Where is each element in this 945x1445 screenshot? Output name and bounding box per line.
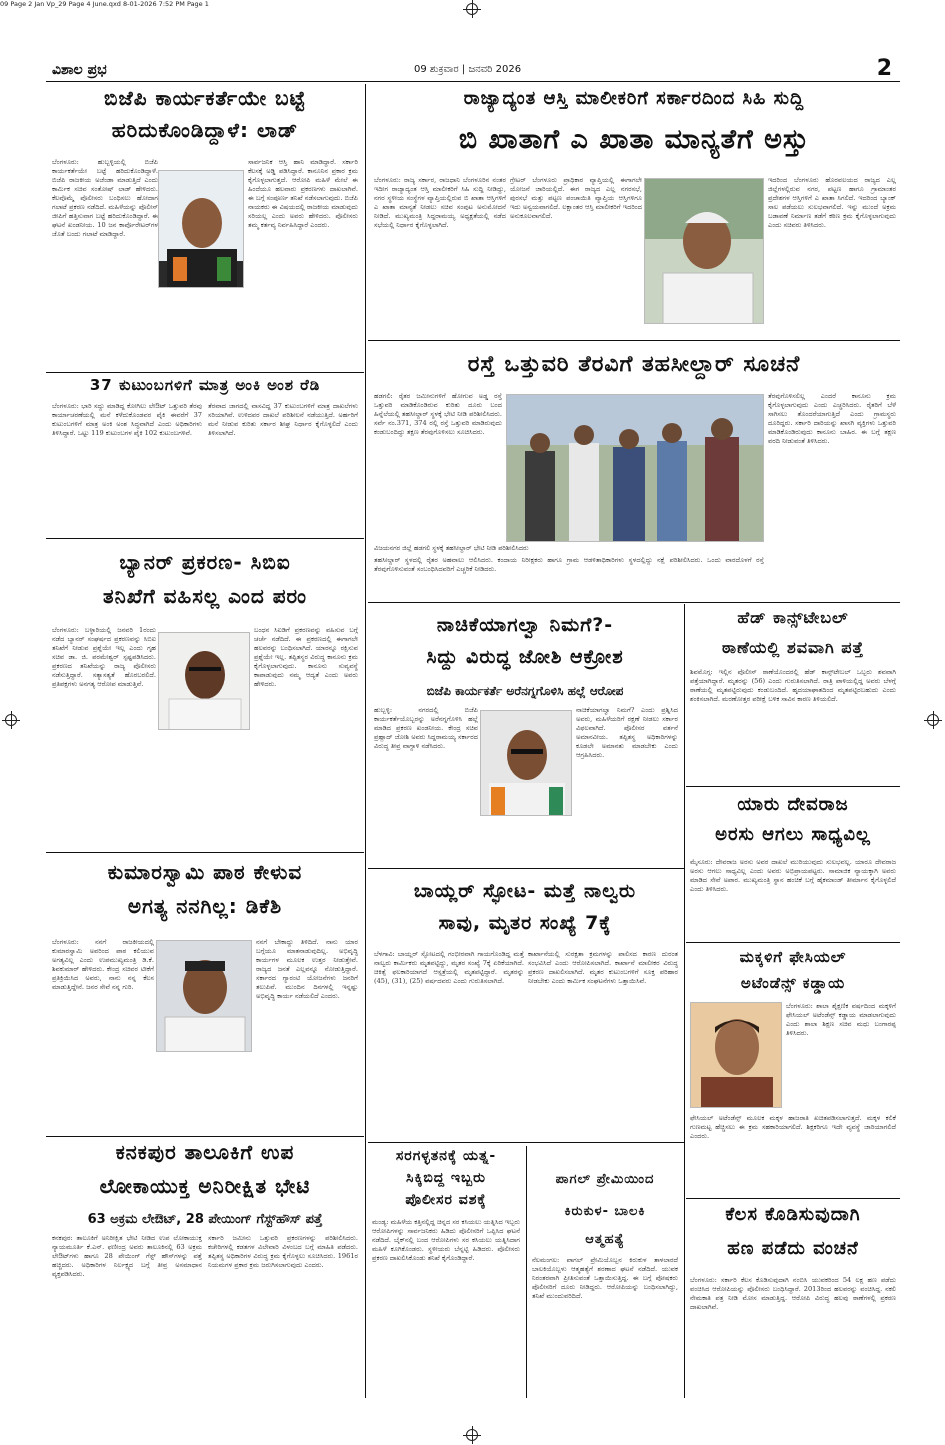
article-body: ಸರ್ಕಾರಿ ಜಮೀನು ಒತ್ತುವರಿ ಪ್ರಕರಣಗಳನ್ನು ಪರಿಶೀಲಿಸಿದರು. ಕಚೇರಿಗಳಲ್ಲಿ ಕಡತಗಳ ವಿಲೇವಾರಿ ವಿಳಂಬದ ಬಗ್ಗೆ ಮಾಹಿತಿ ಪಡೆದರು. ತಪ್ಪಿತಸ್ಥ ಅಧಿಕಾರಿಗಳ ವಿರುದ್ಧ ಕ್ರಮ ಕೈಗೊಳ್ಳಲು ಸೂಚಿಸಿದರು. 1961ರ ನಿಯಮಗಳ ಪ್ರಕಾರ ಕ್ರಮ ಜರುಗಿಸಲಾಗುವುದು ಎಂದರು. — [208, 1234, 358, 1269]
registration-mark-top — [466, 3, 478, 15]
article-body: ಮೈಸೂರು: ದೇವರಾಜ ಅರಸು ಅವರ ದಾಖಲೆ ಮುರಿಯುವುದು ಸುಲಭವಲ್ಲ. ಯಾರೂ ದೇವರಾಜ ಅರಸು ಆಗಲು ಸಾಧ್ಯವಿಲ್ಲ ಎಂದು ಅವರು ಅಭಿಪ್ರಾಯಪಟ್ಟರು. ಸಾಮಾಜಿಕ ನ್ಯಾಯಕ್ಕಾಗಿ ಅವರು ಮಾಡಿದ ಸೇವೆ ಅಪಾರ. ಮುಖ್ಯಮಂತ್ರಿ ಸ್ಥಾನ ಹಂಚಿಕೆ ಬಗ್ಗೆ ಹೈಕಮಾಂಡ್ ತೀರ್ಮಾನ ಕೈಗೊಳ್ಳಲಿದೆ ಎಂದು ತಿಳಿಸಿದರು. — [690, 858, 896, 893]
headline: ನಾಚಿಕೆಯಾಗಲ್ವಾ ನಿಮಗೆ?- — [436, 614, 614, 636]
page-number: 2 — [876, 56, 892, 81]
news-photo — [690, 1002, 782, 1108]
registration-mark-right — [927, 714, 939, 726]
article-banner — [46, 540, 364, 852]
article-property — [368, 86, 900, 340]
article-kanakapura — [46, 1138, 364, 1398]
headline: ಹರಿದುಕೊಂಡಿದ್ದಾಳೆ: ಲಾಡ್ — [111, 118, 299, 142]
article-body: ಹುಬ್ಬಳ್ಳಿ: ನಗರದಲ್ಲಿ ಬಿಜೆಪಿ ಕಾರ್ಯಕರ್ತೆಯೊಬ್ಬರನ್ನು ಅರೆನಗ್ನಗೊಳಿಸಿ ಹಲ್ಲೆ ಮಾಡಿದ ಪ್ರಕರಣ ಖಂಡನೀಯ. ಕೇಂದ್ರ ಸಚಿವ ಪ್ರಹ್ಲಾದ್ ಜೋಶಿ ಅವರು ಸಿದ್ದರಾಮಯ್ಯ ಸರ್ಕಾರದ ವಿರುದ್ಧ ತೀವ್ರ ವಾಗ್ದಾಳಿ ನಡೆಸಿದರು. — [374, 706, 478, 750]
headline: ಕಿರುಕುಳ- ಬಾಲಕಿ — [564, 1204, 646, 1219]
article-divider — [46, 1136, 364, 1137]
headline: ಬಿ ಖಾತಾಗೆ ಎ ಖಾತಾ ಮಾನ್ಯತೆಗೆ ಅಸ್ತು — [458, 124, 810, 155]
article-divider — [46, 538, 364, 539]
article-body: ಹಡಗಲಿ: ರೈತರ ಜಮೀನುಗಳಿಗೆ ಹೋಗುವ ಅಡ್ಡ ರಸ್ತೆ ಒತ್ತುವರಿ ಮಾಡಿಕೊಂಡಿರುವ ಕುರಿತು ದೂರು ಬಂದ ಹಿನ್ನೆಲೆಯಲ್ಲಿ ತಹಸೀಲ್ದಾರ್ ಸ್ಥಳಕ್ಕೆ ಭೇಟಿ ನೀಡಿ ಪರಿಶೀಲಿಸಿದರು. ಸರ್ವೆ ನಂ.371, 374 ರಲ್ಲಿ ರಸ್ತೆ ಒತ್ತುವರಿ ಮಾಡಿರುವುದು ಕಂಡುಬಂದಿದ್ದು ತಕ್ಷಣ ತೆರವುಗೊಳಿಸಲು ಸೂಚಿಸಿದರು. — [374, 392, 502, 436]
article-body: ಸಾರ್ವಜನಿಕ ಆಸ್ತಿ ಹಾನಿ ಮಾಡಿದ್ದಾರೆ. ಸರ್ಕಾರಿ ಕೆಲಸಕ್ಕೆ ಅಡ್ಡಿ ಪಡಿಸಿದ್ದಾರೆ. ಕಾನೂನಿನ ಪ್ರಕಾರ ಕ್ರಮ ಕೈಗೊಳ್ಳಲಾಗುತ್ತದೆ. ಆರೋಪಿ ಮಹಿಳೆ ಮೇಲೆ ಈ ಹಿಂದೆಯೂ ಹಲವಾರು ಪ್ರಕರಣಗಳು ದಾಖಲಾಗಿವೆ. ಈ ಬಗ್ಗೆ ಸಂಪೂರ್ಣ ತನಿಖೆ ನಡೆಸಲಾಗುವುದು. ಬಿಜೆಪಿ ನಾಯಕರು ಈ ವಿಷಯದಲ್ಲಿ ರಾಜಕೀಯ ಮಾಡುವುದು ಸರಿಯಲ್ಲ ಎಂದು ಅವರು ಹೇಳಿದರು. ಪೊಲೀಸರು ತಮ್ಮ ಕರ್ತವ್ಯ ನಿರ್ವಹಿಸಿದ್ದಾರೆ ಎಂದರು. — [248, 158, 358, 229]
article-fraud — [686, 1200, 900, 1398]
news-photo — [158, 170, 244, 288]
column-divider — [365, 84, 366, 1398]
article-body: ಕಾರ್ಖಾನೆಯಲ್ಲಿ ಸುರಕ್ಷತಾ ಕ್ರಮಗಳನ್ನು ಪಾಲಿಸದ ಕಾರಣ ದುರಂತ ಸಂಭವಿಸಿದೆ ಎಂದು ಆರೋಪಿಸಲಾಗಿದೆ. ಕಾರ್ಖಾನೆ ಮಾಲೀಕರ ವಿರುದ್ಧ ಪ್ರಕರಣ ದಾಖಲಿಸಲಾಗಿದೆ. ಮೃತರ ಕುಟುಂಬಗಳಿಗೆ ಸೂಕ್ತ ಪರಿಹಾರ ನೀಡಬೇಕು ಎಂದು ಕಾರ್ಮಿಕ ಸಂಘಟನೆಗಳು ಒತ್ತಾಯಿಸಿವೆ. — [528, 950, 678, 985]
article-divider — [46, 852, 364, 853]
article-body: ಮಂಡ್ಯ: ಮಹಿಳೆಯ ಕತ್ತಿನಲ್ಲಿದ್ದ ಚಿನ್ನದ ಸರ ಕಸಿಯಲು ಯತ್ನಿಸಿದ ಇಬ್ಬರು ಆರೋಪಿಗಳನ್ನು ಸಾರ್ವಜನಿಕರು ಹಿಡಿದು ಪೊಲೀಸರಿಗೆ ಒಪ್ಪಿಸಿದ ಘಟನೆ ನಡೆದಿದೆ. ಬೈಕ್‌ನಲ್ಲಿ ಬಂದ ಆರೋಪಿಗಳು ಸರ ಕಸಿಯಲು ಯತ್ನಿಸಿದಾಗ ಮಹಿಳೆ ಕೂಗಿಕೊಂಡರು. ಸ್ಥಳೀಯರು ಬೆನ್ನಟ್ಟಿ ಹಿಡಿದರು. ಪೊಲೀಸರು ಪ್ರಕರಣ ದಾಖಲಿಸಿಕೊಂಡು ತನಿಖೆ ಕೈಗೊಂಡಿದ್ದಾರೆ. — [372, 1218, 520, 1262]
headline: ರಸ್ತೆ ಒತ್ತುವರಿ ತೆರವಿಗೆ ತಹಸೀಲ್ದಾರ್ ಸೂಚನೆ — [467, 352, 801, 377]
news-photo — [480, 710, 572, 816]
headline: 37 ಕುಟುಂಬಗಳಿಗೆ ಮಾತ್ರ ಅಂಕಿ ಅಂಶ ರೆಡಿ — [89, 376, 321, 394]
article-body: ಫೇಸಿಯಲ್ ಅಟೆಂಡೆನ್ಸ್ ಮೂಲಕ ಮಕ್ಕಳ ಹಾಜರಾತಿ ಖಚಿತಪಡಿಸಲಾಗುತ್ತದೆ. ಮಕ್ಕಳ ಕಲಿಕೆ ಗುಣಮಟ್ಟ ಹೆಚ್ಚಿಸಲು ಈ ಕ್ರಮ ಸಹಕಾರಿಯಾಗಲಿದೆ. ಶಿಕ್ಷಕರಿಗೂ ಇದೇ ವ್ಯವಸ್ಥೆ ಜಾರಿಯಾಗಲಿದೆ ಎಂದರು. — [690, 1114, 896, 1140]
article-attendance — [686, 944, 900, 1198]
article-divider — [686, 1198, 900, 1199]
article-devaraj — [686, 788, 900, 942]
headline: ಲೋಕಾಯುಕ್ತ ಅನಿರೀಕ್ಷಿತ ಭೇಟಿ — [99, 1174, 311, 1198]
article-body: ನನಗೆ ಬೇಕಾದ್ದು ತಿಳಿದಿದೆ. ನಾನು ಯಾರ ಬಗ್ಗೆಯೂ ಮಾತನಾಡುವುದಿಲ್ಲ. ಅಭಿವೃದ್ಧಿ ಕಾರ್ಯಗಳ ಮೂಲಕ ಉತ್ತರ ನೀಡುತ್ತೇವೆ. ರಾಜ್ಯದ ಜನತೆ ಎಲ್ಲವನ್ನೂ ನೋಡುತ್ತಿದ್ದಾರೆ. ಸರ್ಕಾರದ ಗ್ಯಾರಂಟಿ ಯೋಜನೆಗಳು ಜನರಿಗೆ ತಲುಪಿವೆ. ಮುಂದಿನ ದಿನಗಳಲ್ಲಿ ಇನ್ನಷ್ಟು ಅಭಿವೃದ್ಧಿ ಕಾರ್ಯ ನಡೆಯಲಿದೆ ಎಂದರು. — [256, 938, 358, 1000]
column-divider — [526, 1146, 527, 1398]
headline: ಯಾರು ದೇವರಾಜ — [737, 794, 849, 815]
photo-caption: ವಿಜಯನಗರ ಜಿಲ್ಲೆ ಹಡಗಲಿ ಸ್ಥಳಕ್ಕೆ ತಹಸೀಲ್ದಾರ್ ಭೇಟಿ ನೀಡಿ ಪರಿಶೀಲಿಸಿದರು — [374, 544, 529, 552]
headline: ಮಕ್ಕಳಿಗೆ ಫೇಸಿಯಲ್ — [739, 948, 847, 966]
article-body: ಶಿವಮೊಗ್ಗ: ಇಲ್ಲಿನ ಪೊಲೀಸ್ ಠಾಣೆಯೊಂದರಲ್ಲಿ ಹೆಡ್ ಕಾನ್ಸ್‌ಟೇಬಲ್ ಒಬ್ಬರು ಶವವಾಗಿ ಪತ್ತೆಯಾಗಿದ್ದಾರೆ. ಮೃತರನ್ನು (56) ಎಂದು ಗುರುತಿಸಲಾಗಿದೆ. ರಾತ್ರಿ ಪಾಳಿಯಲ್ಲಿದ್ದ ಅವರು ಬೆಳಗ್ಗೆ ಠಾಣೆಯಲ್ಲಿ ಮೃತಪಟ್ಟಿರುವುದು ಕಂಡುಬಂದಿದೆ. ಹೃದಯಾಘಾತದಿಂದ ಮೃತಪಟ್ಟಿರಬಹುದು ಎಂದು ಶಂಕಿಸಲಾಗಿದೆ. ಮರಣೋತ್ತರ ಪರೀಕ್ಷೆ ಬಳಿಕ ಸಾವಿನ ಕಾರಣ ತಿಳಿಯಲಿದೆ. — [690, 668, 896, 703]
headline: ಅಟೆಂಡೆನ್ಸ್ ಕಡ್ಡಾಯ — [740, 974, 846, 992]
article-body: ಗ್ರೇಟರ್ ಬೆಂಗಳೂರು ಪ್ರಾಧಿಕಾರ ವ್ಯಾಪ್ತಿಯಲ್ಲಿ ಈಗಾಗಲೇ ಯೋಜನೆ ಜಾರಿಯಲ್ಲಿದೆ. ಈಗ ರಾಜ್ಯದ ಎಲ್ಲ ನಗರಸಭೆ, ಪುರಸಭೆ ಮತ್ತು ಪಟ್ಟಣ ಪಂಚಾಯಿತಿ ವ್ಯಾಪ್ತಿಯ ಆಸ್ತಿಗಳಿಗೂ ಇದು ಅನ್ವಯವಾಗಲಿದೆ. ಲಕ್ಷಾಂತರ ಆಸ್ತಿ ಮಾಲೀಕರಿಗೆ ಇದರಿಂದ ಅನುಕೂಲವಾಗಲಿದೆ. — [510, 176, 642, 220]
headline: ಸಿದ್ದು ವಿರುದ್ಧ ಜೋಶಿ ಆಕ್ರೋಶ — [426, 646, 624, 668]
news-photo — [644, 178, 764, 324]
article-body: ನಾಚಿಕೆಯಾಗಲ್ವಾ ನಿಮಗೆ? ಎಂದು ಪ್ರಶ್ನಿಸಿದ ಅವರು, ಮಹಿಳೆಯರಿಗೆ ರಕ್ಷಣೆ ನೀಡಲು ಸರ್ಕಾರ ವಿಫಲವಾಗಿದೆ. ಪೊಲೀಸರ ವರ್ತನೆ ಅಮಾನವೀಯ. ತಪ್ಪಿತಸ್ಥ ಅಧಿಕಾರಿಗಳನ್ನು ಕೂಡಲೇ ಅಮಾನತು ಮಾಡಬೇಕು ಎಂದು ಆಗ್ರಹಿಸಿದರು. — [576, 706, 678, 759]
article-body: ಬೆಳಗಾವಿ: ಬಾಯ್ಲರ್ ಸ್ಫೋಟದಲ್ಲಿ ಗಂಭೀರವಾಗಿ ಗಾಯಗೊಂಡಿದ್ದ ಮತ್ತೆ ನಾಲ್ವರು ಕಾರ್ಮಿಕರು ಮೃತಪಟ್ಟಿದ್ದು, ಮೃತರ ಸಂಖ್ಯೆ 7ಕ್ಕೆ ಏರಿಕೆಯಾಗಿದೆ. ಚಿಕಿತ್ಸೆ ಫಲಕಾರಿಯಾಗದೆ ಆಸ್ಪತ್ರೆಯಲ್ಲಿ ಮೃತಪಟ್ಟಿದ್ದಾರೆ. ಮೃತರನ್ನು (45), (31), (25) ವರ್ಷದವರು ಎಂದು ಗುರುತಿಸಲಾಗಿದೆ. — [374, 950, 524, 985]
registration-mark-bottom — [466, 1429, 478, 1441]
news-photo — [158, 632, 250, 730]
article-kumaraswamy — [46, 854, 364, 1136]
article-body: ತೆರವಾದ ಜಾಗದಲ್ಲಿ ವಾಸವಿದ್ದ 37 ಕುಟುಂಬಗಳಿಗೆ ಮಾತ್ರ ದಾಖಲೆಗಳು ಸರಿಯಾಗಿವೆ. ಉಳಿದವರ ದಾಖಲೆ ಪರಿಶೀಲನೆ ನಡೆಯುತ್ತಿದೆ. ಅರ್ಹರಿಗೆ ಮನೆ ನೀಡುವ ಕುರಿತು ಸರ್ಕಾರ ಶೀಘ್ರ ನಿರ್ಧಾರ ಕೈಗೊಳ್ಳಲಿದೆ ಎಂದು ತಿಳಿಸಲಾಗಿದೆ. — [208, 402, 358, 437]
article-families — [46, 374, 364, 538]
headline: ಸರಗಳ್ಳತನಕ್ಕೆ ಯತ್ನ- — [395, 1148, 497, 1164]
subheadline: ಬಿಜೆಪಿ ಕಾರ್ಯಕರ್ತೆ ಅರೆನಗ್ನಗೊಳಿಸಿ ಹಲ್ಲೆ ಆರೋಪ — [426, 684, 624, 698]
headline: ಅರಸು ಆಗಲು ಸಾಧ್ಯವಿಲ್ಲ — [715, 824, 871, 845]
headline: ಸಾವು, ಮೃತರ ಸಂಖ್ಯೆ 7ಕ್ಕೆ — [438, 912, 612, 934]
headline: ಬ್ಯಾನರ್ ಪ್ರಕರಣ- ಸಿಬಿಐ — [119, 550, 291, 574]
headline: ಠಾಣೆಯಲ್ಲಿ ಶವವಾಗಿ ಪತ್ತೆ — [721, 638, 865, 657]
article-body: ಬಂಧನ ಸಿಐಡಿಗೆ ಪ್ರಕರಣವನ್ನು ವಹಿಸುವ ಬಗ್ಗೆ ಚರ್ಚೆ ನಡೆದಿದೆ. ಈ ಪ್ರಕರಣದಲ್ಲಿ ಈಗಾಗಲೇ ಹಲವರನ್ನು ಬಂಧಿಸಲಾಗಿದೆ. ಯಾರನ್ನೂ ರಕ್ಷಿಸುವ ಪ್ರಶ್ನೆಯೇ ಇಲ್ಲ. ತಪ್ಪಿತಸ್ಥರ ವಿರುದ್ಧ ಕಾನೂನು ಕ್ರಮ ಕೈಗೊಳ್ಳಲಾಗುವುದು. ಕಾನೂನು ಸುವ್ಯವಸ್ಥೆ ಕಾಪಾಡುವುದು ನಮ್ಮ ಆದ್ಯತೆ ಎಂದು ಅವರು ಹೇಳಿದರು. — [254, 626, 358, 688]
article-body: ಬೆಂಗಳೂರು: ಶಾಲಾ ಶೈಕ್ಷಣಿಕ ವರ್ಷದಿಂದ ಮಕ್ಕಳಿಗೆ ಫೇಸಿಯಲ್ ಅಟೆಂಡೆನ್ಸ್ ಕಡ್ಡಾಯ ಮಾಡಲಾಗುವುದು ಎಂದು ಶಾಲಾ ಶಿಕ್ಷಣ ಸಚಿವ ಮಧು ಬಂಗಾರಪ್ಪ ತಿಳಿಸಿದರು. — [786, 1002, 896, 1037]
headline: ಪಾಗಲ್ ಪ್ರೇಮಿಯಿಂದ — [555, 1172, 655, 1187]
page-header — [46, 50, 900, 82]
print-info-line: 09 Page 2 Jan Vp_29 Page 4 June.qxd 8-01-2026 7:52 PM Page 1 — [0, 0, 209, 8]
headline: ಕೆಲಸ ಕೊಡಿಸುವುದಾಗಿ — [725, 1204, 861, 1225]
article-boiler — [368, 870, 682, 1142]
headline: ಅಗತ್ಯ ನನಗಿಲ್ಲ: ಡಿಕೆಶಿ — [127, 894, 283, 918]
article-body: ಬೆಂಗಳೂರು: ಭಾರಿ ಸದ್ದು ಮಾಡಿದ್ದ ಕೋಗಿಲು ಲೇಔಟ್ ಒತ್ತುವರಿ ತೆರವು ಕಾರ್ಯಾಚರಣೆಯಲ್ಲಿ ಮನೆ ಕಳೆದುಕೊಂಡವರ ಪೈಕಿ ಈವರೆಗೆ 37 ಕುಟುಂಬಗಳಿಗೆ ಮಾತ್ರ ಅಂಕಿ ಅಂಶ ಸಿದ್ಧವಾಗಿದೆ ಎಂದು ಅಧಿಕಾರಿಗಳು ತಿಳಿಸಿದ್ದಾರೆ. ಒಟ್ಟು 119 ಕುಟುಂಬಗಳ ಪೈಕಿ 102 ಕುಟುಂಬಗಳಿವೆ. — [52, 402, 202, 437]
article-police — [368, 1144, 524, 1398]
article-divider — [686, 942, 900, 943]
article-divider — [368, 868, 684, 869]
article-body: ತೆರವುಗೊಳಿಸಲಿಲ್ಲ ಎಂದರೆ ಕಾನೂನು ಕ್ರಮ ಕೈಗೊಳ್ಳಲಾಗುವುದು ಎಂದು ಎಚ್ಚರಿಸಿದರು. ರೈತರಿಗೆ ಬೆಳೆ ಸಾಗಿಸಲು ತೊಂದರೆಯಾಗುತ್ತಿದೆ ಎಂದು ಗ್ರಾಮಸ್ಥರು ದೂರಿದ್ದರು. ಸರ್ಕಾರಿ ದಾರಿಯನ್ನು ಖಾಸಗಿ ವ್ಯಕ್ತಿಗಳು ಒತ್ತುವರಿ ಮಾಡಿಕೊಂಡಿರುವುದು ಕಾನೂನು ಬಾಹಿರ. ಈ ಬಗ್ಗೆ ತಕ್ಷಣ ವರದಿ ನೀಡುವಂತೆ ತಿಳಿಸಿದರು. — [768, 392, 896, 445]
headline: ಕುಮಾರಸ್ವಾಮಿ ಪಾಠ ಕೇಳುವ — [107, 860, 303, 884]
news-photo — [506, 394, 764, 542]
article-body: ಕನಕಪುರ: ತಾಲೂಕಿಗೆ ಅನಿರೀಕ್ಷಿತ ಭೇಟಿ ನೀಡಿದ ಉಪ ಲೋಕಾಯುಕ್ತ ನ್ಯಾಯಮೂರ್ತಿ ಕೆ.ಎನ್. ಫಣೀಂದ್ರ ಅವರು ತಾಲೂಕಿನಲ್ಲಿ 63 ಅಕ್ರಮ ಲೇಔಟ್‌ಗಳು ಹಾಗೂ 28 ಪೇಯಿಂಗ್ ಗೆಸ್ಟ್ ಹೌಸ್‌ಗಳನ್ನು ಪತ್ತೆ ಹಚ್ಚಿದರು. ಅಧಿಕಾರಿಗಳ ನಿರ್ಲಕ್ಷ್ಯದ ಬಗ್ಗೆ ತೀವ್ರ ಅಸಮಾಧಾನ ವ್ಯಕ್ತಪಡಿಸಿದರು. — [52, 1234, 202, 1278]
headline: ಸಿಕ್ಕಿಬಿದ್ದ ಇಬ್ಬರು — [406, 1170, 486, 1186]
article-body: ನೆಲಮಂಗಲ: ಪಾಗಲ್ ಪ್ರೇಮಿಯೊಬ್ಬನ ಕಿರುಕುಳ ತಾಳಲಾರದೆ ಬಾಲಕಿಯೊಬ್ಬಳು ಆತ್ಮಹತ್ಯೆಗೆ ಶರಣಾದ ಘಟನೆ ನಡೆದಿದೆ. ಯುವಕ ನಿರಂತರವಾಗಿ ಪ್ರೀತಿಸುವಂತೆ ಒತ್ತಾಯಿಸುತ್ತಿದ್ದ. ಈ ಬಗ್ಗೆ ಪೋಷಕರು ಪೊಲೀಸರಿಗೆ ದೂರು ನೀಡಿದ್ದರು. ಆರೋಪಿಯನ್ನು ಬಂಧಿಸಲಾಗಿದ್ದು, ತನಿಖೆ ಮುಂದುವರಿದಿದೆ. — [532, 1256, 678, 1300]
article-divider — [368, 602, 900, 603]
headline: ಆತ್ಮಹತ್ಯೆ — [585, 1232, 625, 1247]
article-body: ಬೆಂಗಳೂರು: ರಾಜ್ಯ ಸರ್ಕಾರ, ರಾಜಧಾನಿ ಬೆಂಗಳೂರಿನ ನಂತರ ಇದೀಗ ರಾಜ್ಯಾದ್ಯಂತ ಆಸ್ತಿ ಮಾಲೀಕರಿಗೆ ಸಿಹಿ ಸುದ್ದಿ ನೀಡಿದ್ದು, ನಗರ ಸ್ಥಳೀಯ ಸಂಸ್ಥೆಗಳ ವ್ಯಾಪ್ತಿಯಲ್ಲಿರುವ ಬಿ ಖಾತಾ ಆಸ್ತಿಗಳಿಗೆ ಎ ಖಾತಾ ಮಾನ್ಯತೆ ನೀಡಲು ಸಚಿವ ಸಂಪುಟ ಅನುಮೋದನೆ ನೀಡಿದೆ. ಮುಖ್ಯಮಂತ್ರಿ ಸಿದ್ದರಾಮಯ್ಯ ಅಧ್ಯಕ್ಷತೆಯಲ್ಲಿ ನಡೆದ ಸಭೆಯಲ್ಲಿ ನಿರ್ಧಾರ ಕೈಗೊಳ್ಳಲಾಗಿದೆ. — [374, 176, 506, 229]
headline: ಬಾಯ್ಲರ್ ಸ್ಫೋಟ- ಮತ್ತೆ ನಾಲ್ವರು — [413, 880, 637, 902]
column-divider — [684, 604, 685, 1398]
headline: ಹಣ ಪಡೆದು ವಂಚನೆ — [727, 1238, 859, 1259]
headline: ತನಿಖೆಗೆ ವಹಿಸಲ್ಲ ಎಂದ ಪರಂ — [102, 584, 307, 608]
registration-mark-left — [5, 714, 17, 726]
article-body: ಬೆಂಗಳೂರು: ಹುಬ್ಬಳ್ಳಿಯಲ್ಲಿ ಬಿಜೆಪಿ ಕಾರ್ಯಕರ್ತೆಯೇ ಬಟ್ಟೆ ಹರಿದುಕೊಂಡಿದ್ದಾಳೆ. ಬಿಜೆಪಿ ರಾಜಕೀಯ ಅಜೆಂಡಾ ಮಾಡುತ್ತಿದೆ ಎಂದು ಕಾರ್ಮಿಕ ಸಚಿವ ಸಂತೋಷ್ ಲಾಡ್ ಹೇಳಿದರು. ಕೆಲವೊಮ್ಮೆ ಪೊಲೀಸರು ಬಂಧಿಸಲು ಹೋದಾಗ ಗಲಾಟೆ ಪ್ರಕರಣ ನಡೆದಿದೆ. ಮಹಿಳೆಯನ್ನು ಪೊಲೀಸ್ ಜೀಪಿಗೆ ಹತ್ತಿಸುವಾಗ ಬಟ್ಟೆ ಹರಿದುಕೊಂಡಿದ್ದಾರೆ. ಈ ಘಟನೆ ಖಂಡನೀಯ. 10 ಜನ ಕಾರ್ಪೊರೇಟರ್‌ಗಳ ಜೊತೆ ಬಂದು ಗಲಾಟೆ ಮಾಡಿದ್ದಾರೆ. — [52, 158, 158, 238]
article-divider — [368, 1142, 684, 1143]
article-constable — [686, 606, 900, 786]
article-body: ಬೆಂಗಳೂರು: ಬಳ್ಳಾರಿಯಲ್ಲಿ ಜನವರಿ 1ರಂದು ನಡೆದ ಬ್ಯಾನರ್ ಸಂಘರ್ಷದ ಪ್ರಕರಣವನ್ನು ಸಿಬಿಐ ತನಿಖೆಗೆ ನೀಡುವ ಪ್ರಶ್ನೆಯೇ ಇಲ್ಲ ಎಂದು ಗೃಹ ಸಚಿವ ಡಾ. ಜಿ. ಪರಮೇಶ್ವರ್ ಸ್ಪಷ್ಟಪಡಿಸಿದರು. ಪ್ರಕರಣದ ತನಿಖೆಯನ್ನು ರಾಜ್ಯ ಪೊಲೀಸರು ನಡೆಸುತ್ತಿದ್ದಾರೆ. ಸತ್ಯಾಸತ್ಯತೆ ಹೊರಬರಲಿದೆ. ಪ್ರತಿಪಕ್ಷಗಳು ಅನಗತ್ಯ ಆರೋಪ ಮಾಡುತ್ತಿವೆ. — [52, 626, 156, 688]
subheadline: 63 ಅಕ್ರಮ ಲೇಔಟ್, 28 ಪೇಯಿಂಗ್ ಗೆಸ್ಟ್‌ಹೌಸ್ ಪತ್ತೆ — [87, 1212, 323, 1227]
masthead: ವಿಶಾಲ ಪ್ರಭ — [52, 62, 107, 78]
article-bjp-worker — [46, 86, 364, 372]
article-body: ಇದರಿಂದ ಬೆಂಗಳೂರು ಹೊರವಲಯದ ರಾಜ್ಯದ ಎಲ್ಲ ಜಿಲ್ಲೆಗಳಲ್ಲಿರುವ ನಗರ, ಪಟ್ಟಣ ಹಾಗೂ ಗ್ರಾಮಾಂತರ ಪ್ರದೇಶಗಳ ಆಸ್ತಿಗಳಿಗೆ ಎ ಖಾತಾ ಸಿಗಲಿದೆ. ಇದರಿಂದ ಬ್ಯಾಂಕ್ ಸಾಲ ಪಡೆಯಲು ಸುಲಭವಾಗಲಿದೆ. ಇನ್ನು ಮುಂದೆ ಅಕ್ರಮ ಬಡಾವಣೆ ನಿರ್ಮಾಣ ತಡೆಗೆ ಕಠಿಣ ಕ್ರಮ ಕೈಗೊಳ್ಳಲಾಗುವುದು ಎಂದು ಸಚಿವರು ತಿಳಿಸಿದರು. — [768, 176, 896, 229]
headline: ಬಿಜೆಪಿ ಕಾರ್ಯಕರ್ತೆಯೇ ಬಟ್ಟೆ — [104, 86, 306, 110]
article-body: ತಹಸೀಲ್ದಾರ್ ಸ್ಥಳದಲ್ಲಿ ರೈತರ ಅಹವಾಲು ಆಲಿಸಿದರು. ಕಂದಾಯ ನಿರೀಕ್ಷಕರು ಹಾಗೂ ಗ್ರಾಮ ಆಡಳಿತಾಧಿಕಾರಿಗಳು ಸ್ಥಳದಲ್ಲಿದ್ದು ನಕ್ಷೆ ಪರಿಶೀಲಿಸಿದರು. ಒಂದು ವಾರದೊಳಗೆ ರಸ್ತೆ ತೆರವುಗೊಳಿಸುವಂತೆ ಸಂಬಂಧಿಸಿದವರಿಗೆ ಎಚ್ಚರಿಕೆ ನೀಡಿದರು. — [374, 556, 764, 573]
newspaper-page — [46, 50, 900, 1398]
headline: ಪೊಲೀಸರ ವಶಕ್ಕೆ — [405, 1192, 487, 1208]
headline: ಕನಕಪುರ ತಾಲೂಕಿಗೆ ಉಪ — [115, 1140, 295, 1164]
article-divider — [46, 372, 364, 373]
article-body: ಬೆಂಗಳೂರು: ಸರ್ಕಾರಿ ಕೆಲಸ ಕೊಡಿಸುವುದಾಗಿ ನಂಬಿಸಿ ಯುವಕರಿಂದ 54 ಲಕ್ಷ ಹಣ ಪಡೆದು ವಂಚಿಸಿದ ಆರೋಪಿಯನ್ನು ಪೊಲೀಸರು ಬಂಧಿಸಿದ್ದಾರೆ. 2013ರಿಂದ ಹಲವರನ್ನು ವಂಚಿಸಿದ್ದ. ನಕಲಿ ನೇಮಕಾತಿ ಪತ್ರ ನೀಡಿ ಮೋಸ ಮಾಡುತ್ತಿದ್ದ. ಆರೋಪಿ ವಿರುದ್ಧ ಹಲವು ಠಾಣೆಗಳಲ್ಲಿ ಪ್ರಕರಣ ದಾಖಲಾಗಿವೆ. — [690, 1276, 896, 1311]
article-encroachment — [368, 342, 900, 602]
article-lover — [528, 1144, 682, 1398]
news-photo — [156, 940, 252, 1052]
dateline: 09 ಶುಕ್ರವಾರ | ಜನವರಿ 2026 — [414, 64, 522, 75]
article-joshi — [368, 606, 682, 868]
article-divider — [368, 340, 900, 341]
headline: ಹೆಡ್ ಕಾನ್ಸ್‌ಟೇಬಲ್ — [737, 608, 849, 627]
kicker: ರಾಜ್ಯಾದ್ಯಂತ ಆಸ್ತಿ ಮಾಲೀಕರಿಗೆ ಸರ್ಕಾರದಿಂದ ಸಿಹಿ ಸುದ್ದಿ — [463, 88, 805, 109]
article-divider — [686, 786, 900, 787]
article-body: ಬೆಂಗಳೂರು: ನನಗೆ ರಾಜಕೀಯದಲ್ಲಿ ಕುಮಾರಸ್ವಾಮಿ ಅವರಿಂದ ಪಾಠ ಕಲಿಯುವ ಅಗತ್ಯವಿಲ್ಲ ಎಂದು ಉಪಮುಖ್ಯಮಂತ್ರಿ ಡಿ.ಕೆ. ಶಿವಕುಮಾರ್ ಹೇಳಿದರು. ಕೇಂದ್ರ ಸಚಿವರ ಟೀಕೆಗೆ ಪ್ರತಿಕ್ರಿಯಿಸಿದ ಅವರು, ನಾನು ನನ್ನ ಕೆಲಸ ಮಾಡುತ್ತಿದ್ದೇನೆ. ಜನರ ಸೇವೆ ನನ್ನ ಗುರಿ. — [52, 938, 154, 991]
